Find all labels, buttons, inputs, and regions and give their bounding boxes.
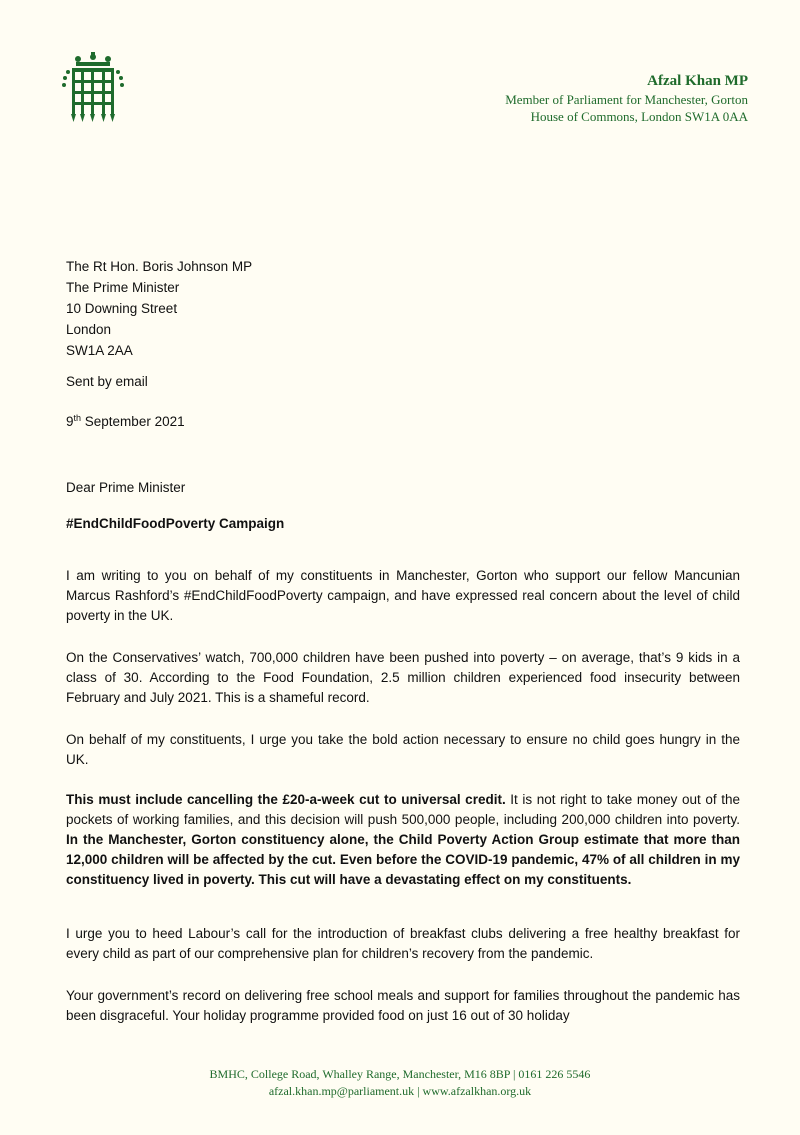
sent-by: Sent by email: [66, 374, 148, 389]
recipient-line: The Rt Hon. Boris Johnson MP: [66, 259, 253, 274]
bold-text: In the Manchester, Gorton constituency alone, the Child Poverty Action Group estimate that more than 12,000 children will be affected by the cut. Even before the COVID-19 pandemic, 47% of all children in my constituency lived in poverty. This cut will have a devastating effect on my constituents.: [66, 831, 740, 887]
recipient-line: 10 Downing Street: [66, 301, 178, 316]
salutation: Dear Prime Minister: [66, 480, 186, 495]
normal-text: It is not right to take money out of the pockets of working families, and this decision will push 500,000 people, including 200,000 children into poverty.: [66, 791, 740, 827]
footer: [0, 1066, 800, 1100]
letterhead: [505, 72, 748, 125]
footer-address: BMHC, College Road, Whalley Range, Manchester, M16 8BP | 0161 226 5546: [209, 1067, 591, 1081]
bold-text: This must include cancelling the £20-a-week cut to universal credit.: [66, 791, 506, 807]
letter-date: [66, 413, 185, 429]
date-rest: September 2021: [81, 414, 185, 429]
subject-line: #EndChildFoodPoverty Campaign: [66, 516, 285, 531]
paragraph: [66, 790, 740, 890]
paragraph: Your government’s record on delivering free school meals and support for families throughout the pandemic has been disgraceful. Your holiday programme provided food on just 16 out of 30 holiday: [66, 987, 740, 1023]
paragraph: On behalf of my constituents, I urge you take the bold action necessary to ensure no child goes hungry in the UK.: [66, 731, 740, 767]
recipient-line: London: [66, 322, 112, 337]
portcullis-icon: [62, 52, 124, 124]
date-day: 9: [66, 414, 74, 429]
footer-contact: afzal.khan.mp@parliament.uk | www.afzalkhan.org.uk: [268, 1084, 532, 1098]
recipient-line: The Prime Minister: [66, 280, 180, 295]
mp-address: House of Commons, London SW1A 0AA: [530, 109, 748, 124]
paragraph: On the Conservatives’ watch, 700,000 children have been pushed into poverty – on average, that’s 9 kids in a class of 30. According to the Food Foundation, 2.5 million children experienced food insecurity between February and July 2021. This is a shameful record.: [66, 649, 740, 705]
paragraph: I urge you to heed Labour’s call for the introduction of breakfast clubs delivering a free healthy breakfast for every child as part of our comprehensive plan for children’s recovery from the pandemic.: [66, 925, 740, 961]
recipient-line: SW1A 2AA: [66, 343, 133, 358]
paragraph: I am writing to you on behalf of my constituents in Manchester, Gorton who support our fellow Mancunian Marcus Rashford’s #EndChildFoodPoverty campaign, and have expressed real concern about the level of child poverty in the UK.: [66, 567, 740, 623]
date-suffix: th: [73, 413, 82, 423]
mp-name: Afzal Khan MP: [647, 73, 748, 89]
recipient-address: [66, 256, 252, 361]
mp-role: Member of Parliament for Manchester, Gorton: [505, 92, 748, 107]
